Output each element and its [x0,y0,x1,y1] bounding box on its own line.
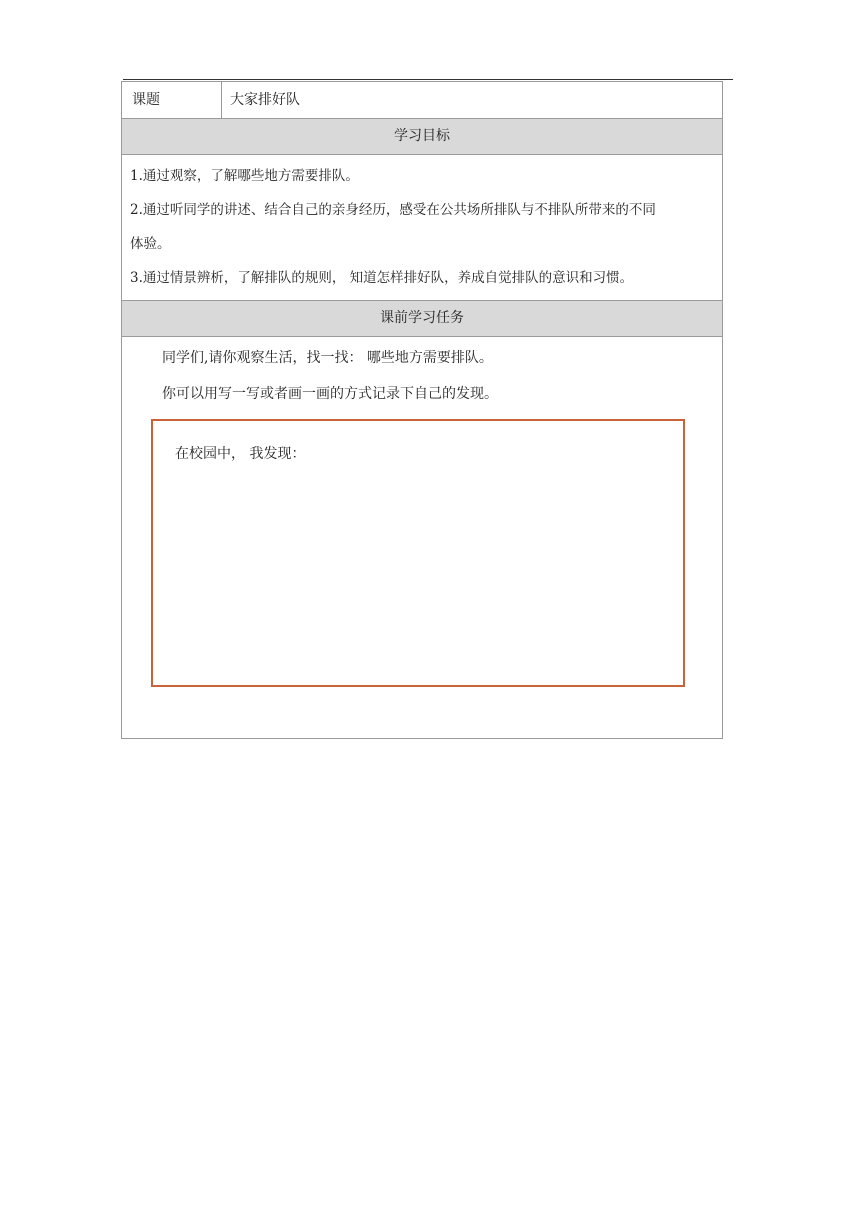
answer-prompt: 在校园中， 我发现： [175,446,306,462]
topic-label: 课题 [122,82,222,118]
top-rule [123,79,733,80]
objective-item: 体验。 [130,236,171,252]
task-heading: 课前学习任务 [122,301,722,337]
topic-row [122,82,722,119]
topic-value: 大家排好队 [230,92,300,108]
objectives-heading: 学习目标 [122,119,722,155]
objective-item: 2.通过听同学的讲述、结合自己的亲身经历，感受在公共场所排队与不排队所带来的不同 [130,202,656,218]
answer-box[interactable] [151,419,685,687]
task-section [122,337,722,738]
objective-item: 1.通过观察，了解哪些地方需要排队。 [130,168,359,184]
worksheet-table [121,81,723,739]
task-instruction-1: 同学们,请你观察生活，找一找： 哪些地方需要排队。 [162,350,493,366]
objective-item: 3.通过情景辨析，了解排队的规则， 知道怎样排好队，养成自觉排队的意识和习惯。 [130,270,634,286]
task-instruction-2: 你可以用写一写或者画一画的方式记录下自己的发现。 [162,386,498,402]
objectives-list [122,155,722,301]
